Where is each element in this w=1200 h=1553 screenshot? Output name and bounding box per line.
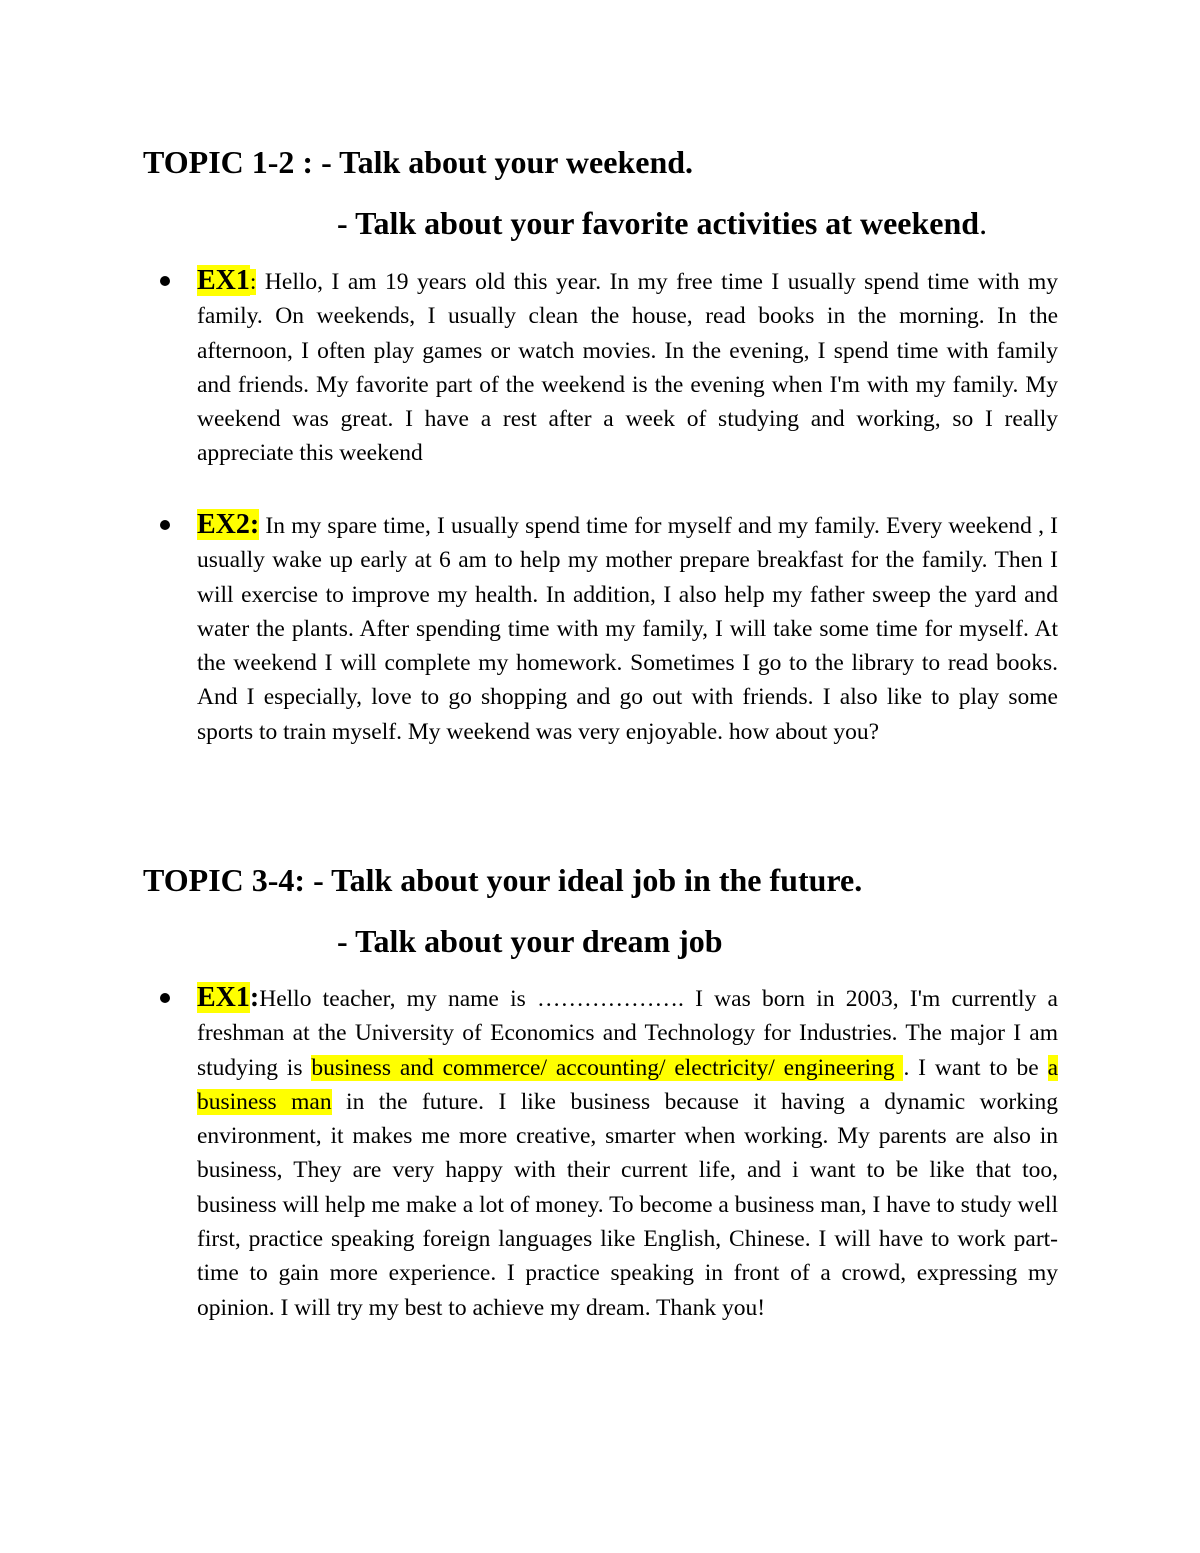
topic-2-ex1-text-c: in the future. I like business because it having a dynamic working environment, it makes me more creative, smarter when working. My parents are also in business, They are very happy with their current life, and i want to be like that too, business will help me make a lot of money. To become a business man, I have to study well first, practice speaking foreign languages like English, Chinese. I will have to work part-time to gain more experience. I practice speaking in front of a crowd, expressing my opinion. I will try my best to achieve my dream. Thank you! <box>197 1088 1058 1321</box>
topic-1-ex2-paragraph <box>197 508 1058 749</box>
topic-1-subtitle-text: - Talk about your favorite activities at weekend <box>337 205 980 241</box>
topic-2-ex1-major: business and commerce/ accounting/ electricity/ engineering <box>311 1054 904 1081</box>
topic-1-subtitle <box>337 203 987 243</box>
topic-2-ex1-sep: : <box>249 982 260 1013</box>
topic-1-ex1-paragraph <box>197 264 1058 471</box>
bullet-icon <box>160 276 170 286</box>
topic-2-subtitle: - Talk about your dream job <box>337 923 723 959</box>
topic-1-ex1-label: EX1 <box>197 265 250 296</box>
topic-2-title: TOPIC 3-4: - Talk about your ideal job in the future. <box>143 862 863 898</box>
bullet-icon <box>160 520 170 530</box>
topic-2-ex1-paragraph <box>197 981 1058 1325</box>
topic-1-title: TOPIC 1-2 : - Talk about your weekend. <box>143 144 694 180</box>
topic-2-ex1-text-b: . I want to be <box>903 1054 1048 1081</box>
bullet-icon <box>160 993 170 1003</box>
topic-1-ex2-label: EX2: <box>197 509 260 540</box>
topic-2-ex1-job: a business man <box>197 1054 1058 1115</box>
topic-1-subtitle-end: . <box>979 205 988 241</box>
topic-1-ex1-text: Hello, I am 19 years old this year. In my free time I usually spend time with my family. On weekends, I usually clean the house, read books in the morning. In the afternoon, I often play games or watch movies. In the evening, I spend time with family and friends. My favorite part of the weekend is the evening when I'm with my family. My weekend was great. I have a rest after a week of studying and working, so I really appreciate this weekend <box>197 269 1058 467</box>
topic-2-ex1-text-a: Hello teacher, my name is ………………. I was born in 2003, I'm currently a freshman at the University of Economics and Technology for Industries. The major I am studying is <box>197 986 1058 1081</box>
topic-1-ex1-sep: : <box>249 269 257 295</box>
topic-1-ex2-text: In my spare time, I usually spend time for myself and my family. Every weekend , I usually wake up early at 6 am to help my mother prepare breakfast for the family. Then I will exercise to improve my health. In addition, I also help my father sweep the yard and water the plants. After spending time with my family, I will take some time for myself. At the weekend I will complete my homework. Sometimes I go to the library to read books. And I especially, love to go shopping and go out with friends. I also like to play some sports to train myself. My weekend was very enjoyable. how about you? <box>197 513 1058 745</box>
topic-2-ex1-label: EX1 <box>197 982 250 1013</box>
